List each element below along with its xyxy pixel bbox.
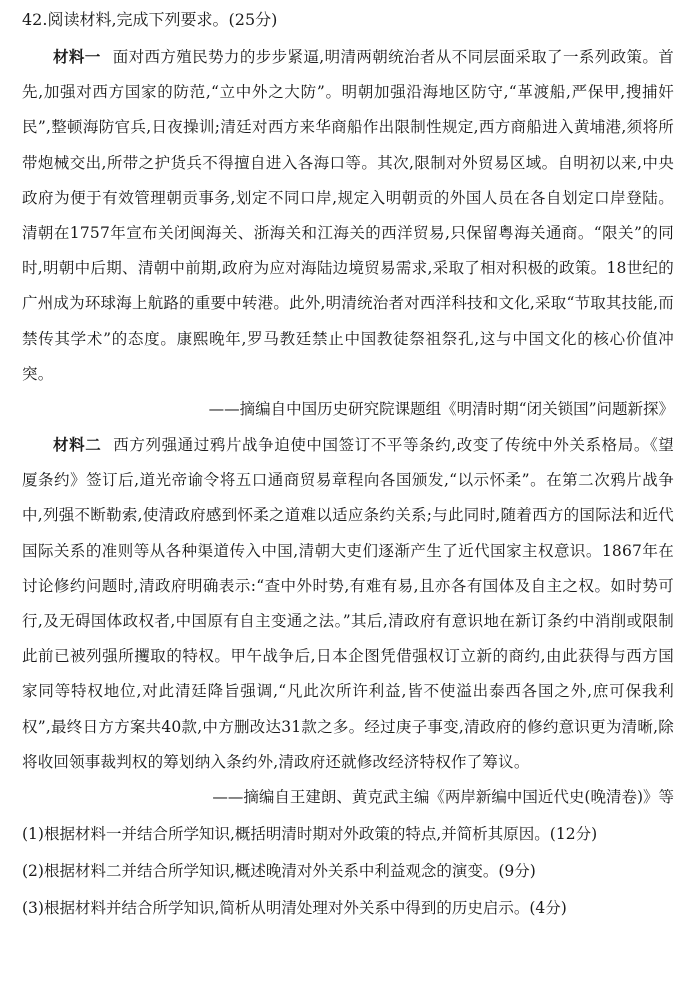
sub-question-1: (1)根据材料一并结合所学知识,概括明清时期对外政策的特点,并简析其原因。(12分) xyxy=(22,825,598,844)
material-2-source: ——摘编自王建朗、黄克武主编《两岸新编中国近代史(晚清卷)》等 xyxy=(212,788,674,807)
sub-question-3: (3)根据材料并结合所学知识,简析从明清处理对外关系中得到的历史启示。(4分) xyxy=(22,899,567,918)
question-header: 42.阅读材料,完成下列要求。(25分) xyxy=(22,10,278,29)
material-1-paragraph xyxy=(22,40,674,392)
exam-page xyxy=(22,6,674,927)
material-1-label: 材料一 xyxy=(53,48,101,66)
material-2-label: 材料二 xyxy=(53,436,102,455)
sub-question-2: (2)根据材料二并结合所学知识,概述晚清对外关系中利益观念的演变。(9分) xyxy=(22,862,536,881)
material-1-source: ——摘编自中国历史研究院课题组《明清时期“闭关锁国”问题新探》 xyxy=(208,400,674,419)
material-2-paragraph xyxy=(22,428,674,780)
material-2-text: 西方列强通过鸦片战争迫使中国签订不平等条约,改变了传统中外关系格局。《望厦条约》签订后,道光帝谕令将五口通商贸易章程向各国颁发,“以示怀柔”。在第二次鸦片战争中,列强不断勒索,使清政府感到怀柔之道难以适应条约关系;与此同时,随着西方的国际法和近代国际关系的准则等从各种渠道传入中国,清朝大吏们逐渐产生了近代国家主权意识。1867年在讨论修约问题时,清政府明确表示:“查中外时势,有难有易,且亦各有国体及自主之权。如时势可行,及无碍国体政权者,中国原有自主变通之法。”其后,清政府有意识地在新订条约中消削或限制此前已被列强所攫取的特权。甲午战争后,日本企图凭借强权订立新的商约,由此获得与西方国家同等特权地位,对此清廷降旨强调,“凡此次所许利益,皆不使溢出泰西各国之外,庶可保我利权”,最终日方方案共40款,中方删改达31款之多。经过庚子事变,清政府的修约意识更为清晰,除将收回领事裁判权的筹划纳入条约外,清政府还就修改经济特权作了筹议。 xyxy=(22,436,674,771)
material-1-text: 面对西方殖民势力的步步紧逼,明清两朝统治者从不同层面采取了一系列政策。首先,加强对西方国家的防范,“立中外之大防”。明朝加强沿海地区防守,“革渡船,严保甲,搜捕奸民”,整顿海防官兵,日夜操训;清廷对西方来华商船作出限制性规定,西方商船进入黄埔港,须将所带炮械交出,所带之护货兵不得擅自进入各海口等。其次,限制对外贸易区域。自明初以来,中央政府为便于有效管理朝贡事务,划定不同口岸,规定入明朝贡的外国人员在各自划定口岸登陆。清朝在1757年宣布关闭闽海关、浙海关和江海关的西洋贸易,只保留粤海关通商。“限关”的同时,明朝中后期、清朝中前期,政府为应对海陆边境贸易需求,采取了相对积极的政策。18世纪的广州成为环球海上航路的重要中转港。此外,明清统治者对西洋科技和文化,采取“节取其技能,而禁传其学术”的态度。康熙晚年,罗马教廷禁止中国教徒祭祖祭孔,这与中国文化的核心价值冲突。 xyxy=(22,48,674,383)
